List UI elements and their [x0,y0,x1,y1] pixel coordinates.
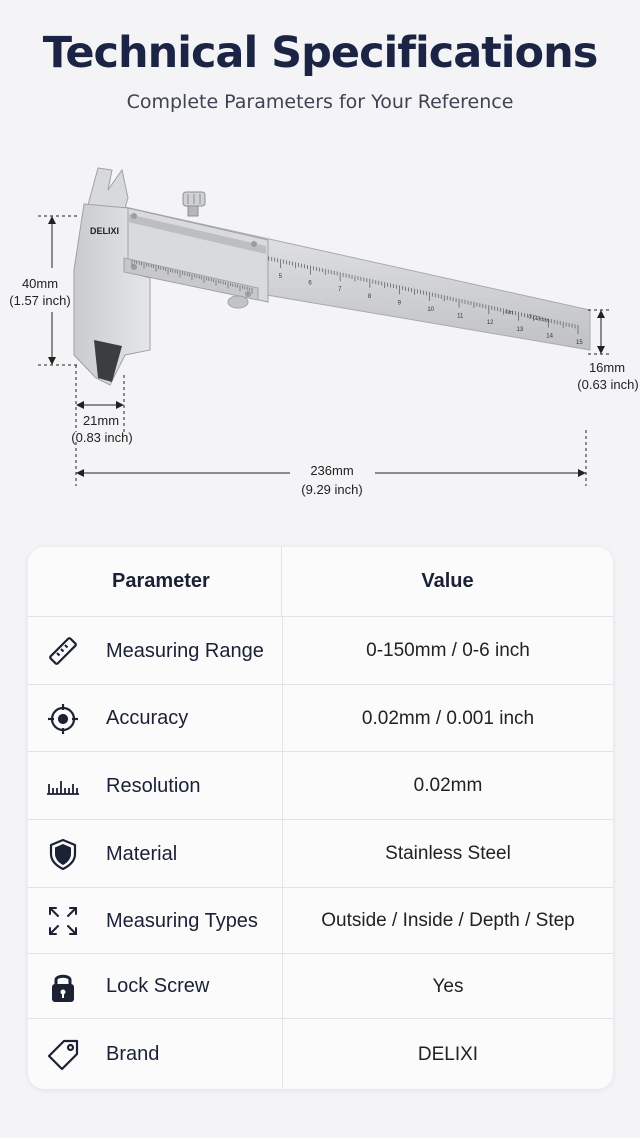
scale-ticks-icon [46,769,80,803]
scale-number: 7 [338,287,342,294]
ruler-icon [46,634,80,668]
height-mm-label: 40mm [21,276,59,291]
scale-number: 10 [427,307,435,313]
scale-note-label: 0.02mm [527,314,551,325]
row-value: DELIXI [417,1043,479,1065]
jaw-width-inch-label: (0.83 inch) [71,430,133,445]
scale-number: 13 [516,326,524,333]
scale-number: 15 [576,340,583,346]
caliper-diagram [0,150,640,510]
row-value: Outside / Inside / Depth / Step [321,910,575,931]
header-parameter: Parameter [28,547,282,616]
table-row [28,616,613,685]
scale-unit-label: cm [504,309,514,317]
scale-number: 9 [397,300,401,307]
row-value: 0.02mm [413,775,483,796]
table-row [28,751,613,820]
table-row [28,1018,613,1089]
shield-icon [46,837,80,871]
jaw-tip [94,340,122,382]
scale-number: 6 [308,280,312,287]
target-icon [46,702,80,736]
scale-number: 8 [367,293,372,300]
length-inch-label: (9.29 inch) [301,482,363,497]
table-header-row [28,547,613,616]
row-value: 0-150mm / 0-6 inch [366,640,530,661]
row-label: Measuring Range [106,639,264,662]
page-title: Technical Specifications [42,28,598,78]
row-label: Accuracy [106,707,189,729]
length-mm-label: 236mm [310,463,354,478]
row-value: Stainless Steel [385,843,511,864]
row-label: Brand [106,1043,160,1065]
row-label: Lock Screw [106,975,210,997]
row-label: Measuring Types [106,909,258,932]
scale-number: 5 [278,274,283,280]
beam-height-mm-label: 16mm [588,360,626,375]
row-label: Material [106,842,178,865]
scale-number: 12 [486,320,494,327]
scale-number: 14 [546,333,553,340]
fixed-jaw [74,168,150,385]
height-inch-label: (1.57 inch) [9,293,71,308]
row-value: Yes [432,975,464,997]
jaw-width-mm-label: 21mm [82,413,120,428]
spec-table [28,547,613,1089]
tag-icon [46,1038,80,1072]
row-value: 0.02mm / 0.001 inch [361,707,535,729]
lock-icon [46,970,80,1004]
table-row [28,684,613,752]
table-row [28,887,613,954]
dimension-beam-height [588,310,610,354]
header-value: Value [421,570,474,592]
scale-number: 11 [457,313,464,320]
expand-arrows-icon [46,904,80,938]
table-row [28,953,613,1019]
beam-height-inch-label: (0.63 inch) [577,377,639,392]
table-row [28,819,613,888]
tool-brand-label: DELIXI [90,226,120,236]
page-subtitle: Complete Parameters for Your Reference [126,91,514,113]
row-label: Resolution [106,774,201,797]
lock-screw [183,192,205,216]
